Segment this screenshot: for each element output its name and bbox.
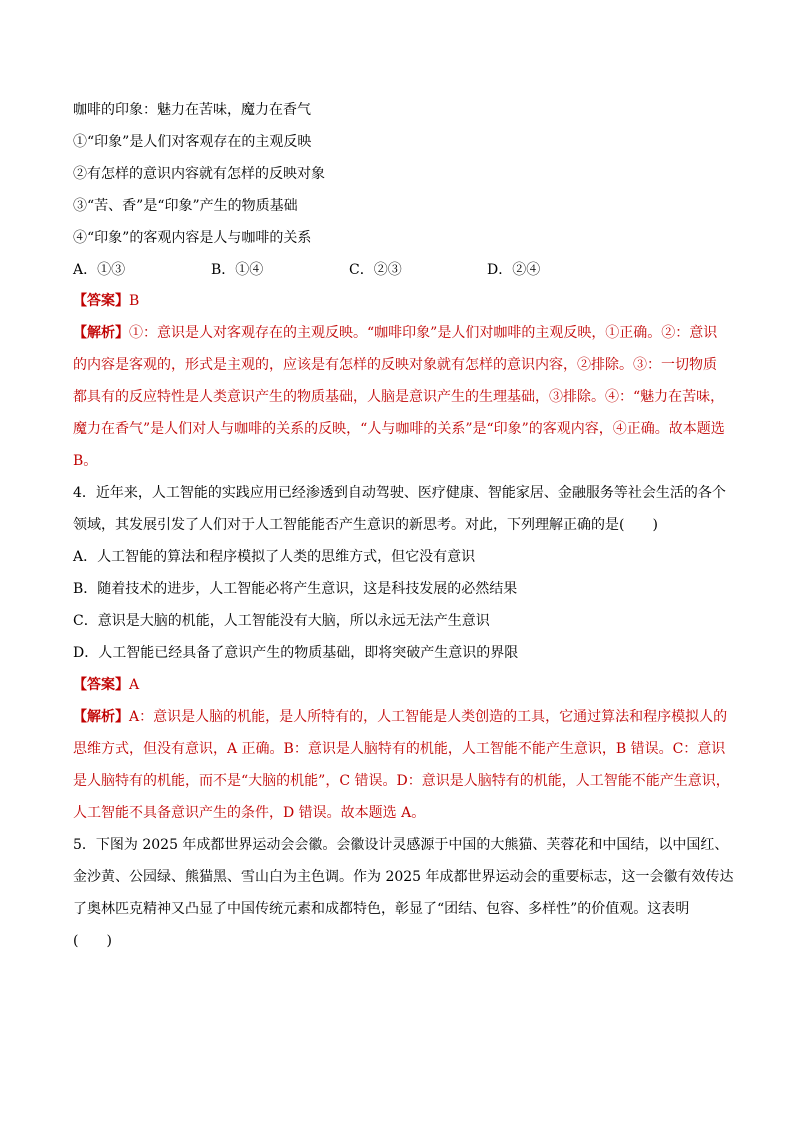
- q3-option-b: B．①④: [211, 262, 264, 278]
- q3-analysis-line-3: 都具有的反应特性是人类意识产生的物质基础，人脑是意识产生的生理基础，③排除。④：“魅力在苦味，: [73, 389, 725, 405]
- q4-analysis-line-3: 是人脑特有的机能，而不是“大脑的机能”，C 错误。D：意识是人脑特有的机能，人工智能不能产生意识，: [73, 773, 730, 789]
- q4-option-a: A．人工智能的算法和程序模拟了人类的思维方式，但它没有意识: [73, 549, 476, 565]
- q3-analysis-line-2: 的内容是客观的，形式是主观的，应该是有怎样的反映对象就有怎样的意识内容，②排除。③：一切物质: [73, 357, 717, 373]
- q4-stem-line-1: 4．近年来，人工智能的实践应用已经渗透到自动驾驶、医疗健康、智能家居、金融服务等社会生活的各个: [73, 485, 726, 501]
- q3-stem-line: 咖啡的印象：魅力在苦味，魔力在香气: [73, 102, 311, 118]
- q3-answer-tag: 【答案】: [73, 293, 129, 309]
- q4-analysis-text-1: A：意识是人脑的机能，是人所特有的，人工智能是人类创造的工具，它通过算法和程序模拟人的: [129, 709, 728, 725]
- q4-analysis-line-1: [73, 707, 728, 727]
- q5-stem-line-2: 金沙黄、公园绿、熊猫黑、雪山白为主色调。作为 2025 年成都世界运动会的重要标志，这一会徽有效传达: [73, 869, 734, 885]
- q3-answer-value: B: [129, 293, 140, 309]
- q4-analysis-tag: 【解析】: [73, 709, 129, 725]
- q3-analysis-line-1: [73, 323, 723, 343]
- q4-answer-tag: 【答案】: [73, 677, 129, 693]
- q3-option-d: D．②④: [487, 262, 541, 278]
- q3-option-a: A．①③: [73, 262, 126, 278]
- q4-analysis-line-4: 人工智能不具备意识产生的条件，D 错误。故本题选 A。: [73, 805, 426, 821]
- q4-stem-line-2: 领域，其发展引发了人们对于人工智能能否产生意识的新思考。对此，下列理解正确的是( ): [73, 517, 658, 533]
- q4-option-c: C．意识是大脑的机能，人工智能没有大脑，所以永远无法产生意识: [73, 613, 490, 629]
- q4-option-d: D．人工智能已经具备了意识产生的物质基础，即将突破产生意识的界限: [73, 645, 519, 661]
- q3-statement-1: ①“印象”是人们对客观存在的主观反映: [73, 134, 312, 150]
- q3-analysis-tag: 【解析】: [73, 325, 129, 341]
- q4-analysis-line-2: 思维方式，但没有意识，A 正确。B：意识是人脑特有的机能，人工智能不能产生意识，B 错误。C：意识: [73, 741, 726, 757]
- q3-options-row: [73, 260, 723, 280]
- q3-option-c: C．②③: [349, 262, 402, 278]
- q3-statement-3: ③“苦、香”是“印象”产生的物质基础: [73, 198, 298, 214]
- q5-stem-line-4: ( ): [73, 933, 112, 949]
- q5-stem-line-3: 了奥林匹克精神又凸显了中国传统元素和成都特色，彰显了“团结、包容、多样性”的价值观。这表明: [73, 901, 690, 917]
- q3-analysis-line-4: 魔力在香气”是人们对人与咖啡的关系的反映，“人与咖啡的关系”是“印象”的客观内容，④正确。故本题选: [73, 421, 725, 437]
- q5-stem-line-1: 5．下图为 2025 年成都世界运动会会徽。会徽设计灵感源于中国的大熊猫、芙蓉花和中国结，以中国红、: [73, 837, 729, 853]
- q3-analysis-text-1: ①：意识是人对客观存在的主观反映。“咖啡印象”是人们对咖啡的主观反映，①正确。②：意识: [129, 325, 718, 341]
- q4-answer: [73, 675, 723, 695]
- q3-statement-4: ④“印象”的客观内容是人与咖啡的关系: [73, 230, 312, 246]
- q3-analysis-line-5: B。: [73, 453, 98, 469]
- q4-option-b: B．随着技术的进步，人工智能必将产生意识，这是科技发展的必然结果: [73, 581, 518, 597]
- q3-answer: [73, 291, 723, 311]
- q4-answer-value: A: [129, 677, 140, 693]
- q3-statement-2: ②有怎样的意识内容就有怎样的反映对象: [73, 166, 325, 182]
